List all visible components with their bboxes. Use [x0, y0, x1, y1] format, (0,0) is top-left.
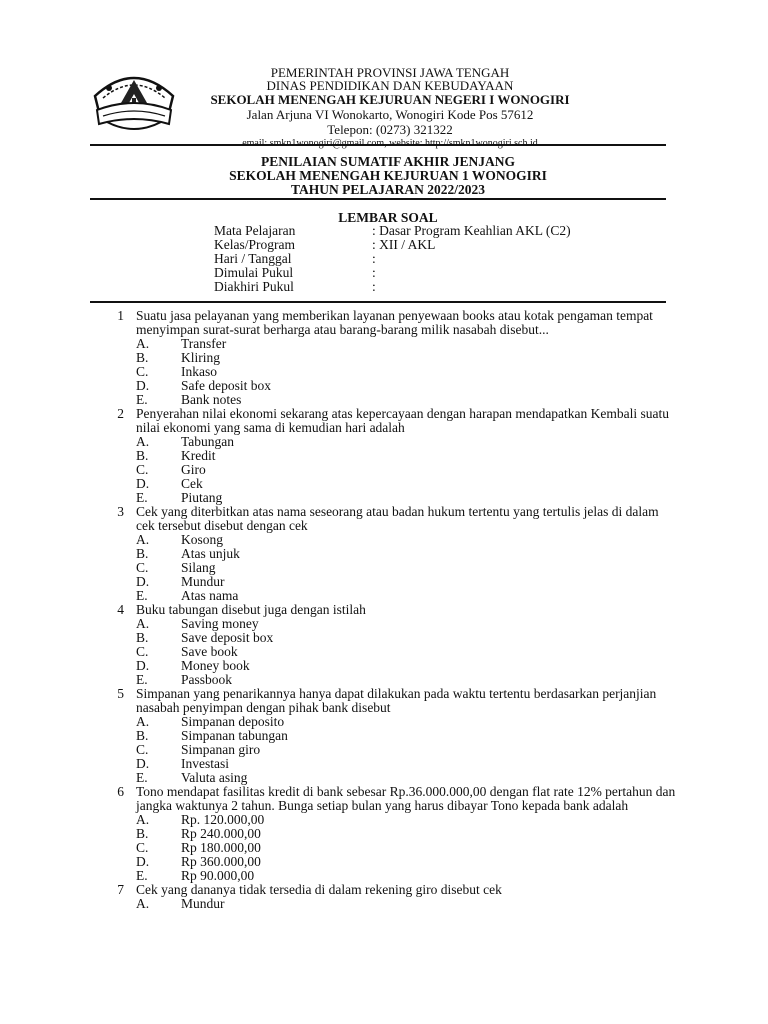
info-divider [90, 301, 666, 303]
answer-option [136, 379, 680, 393]
question-text: Tono mendapat fasilitas kredit di bank sebesar Rp.36.000.000,00 dengan flat rate 12% pertahun dan jangka waktunya 2 tahun. Bunga setiap bulan yang harus dibayar Tono kepada bank adalah [136, 784, 676, 813]
option-text: Inkaso [181, 364, 217, 379]
question-item [100, 603, 680, 687]
option-letter: D. [136, 854, 150, 869]
question-item [100, 407, 680, 505]
info-value: : [372, 251, 376, 266]
answer-option [136, 561, 680, 575]
option-text: Rp. 120.000,00 [181, 812, 265, 827]
answer-option [136, 855, 680, 869]
answer-option [136, 645, 680, 659]
option-letter: C. [136, 840, 149, 855]
option-text: Cek [181, 476, 203, 491]
option-text: Money book [181, 658, 250, 673]
option-letter: B. [136, 350, 149, 365]
answer-option [136, 757, 680, 771]
answer-option [136, 575, 680, 589]
option-text: Bank notes [181, 392, 242, 407]
answer-option [136, 841, 680, 855]
answer-option [136, 827, 680, 841]
answer-option [136, 365, 680, 379]
option-letter: E. [136, 588, 148, 603]
option-letter: C. [136, 742, 149, 757]
option-letter: A. [136, 812, 150, 827]
letterhead-government: PEMERINTAH PROVINSI JAWA TENGAH [270, 65, 510, 80]
option-letter: A. [136, 336, 150, 351]
option-text: Save deposit box [181, 630, 274, 645]
question-text: Suatu jasa pelayanan yang memberikan layanan penyewaan books atau kotak pengaman tempat menyimpan surat-surat berharga atau barang-barang milik nasabah disebut... [136, 308, 653, 337]
option-letter: B. [136, 630, 149, 645]
question-text: Penyerahan nilai ekonomi sekarang atas kepercayaan dengan harapan mendapatkan Kembali suatu nilai ekonomi yang sama di kemudian hari adalah [136, 406, 670, 435]
question-item [100, 505, 680, 603]
option-text: Safe deposit box [181, 378, 271, 393]
option-text: Kliring [181, 350, 220, 365]
option-text: Investasi [181, 756, 229, 771]
info-label: Dimulai Pukul [214, 265, 294, 280]
question-item [100, 687, 680, 785]
info-row [214, 224, 571, 238]
option-letter: E. [136, 672, 148, 687]
option-letter: B. [136, 546, 149, 561]
info-label: Kelas/Program [214, 237, 295, 252]
answer-option [136, 337, 680, 351]
option-letter: D. [136, 756, 150, 771]
info-label: Diakhiri Pukul [214, 279, 294, 294]
info-label: Hari / Tanggal [214, 251, 292, 266]
answer-option [136, 589, 680, 603]
exam-title-3: TAHUN PELAJARAN 2022/2023 [290, 182, 485, 197]
option-text: Passbook [181, 672, 233, 687]
exam-info-table [214, 224, 571, 294]
exam-title-2: SEKOLAH MENENGAH KEJURUAN 1 WONOGIRI [229, 168, 547, 183]
option-letter: D. [136, 378, 150, 393]
option-text: Piutang [181, 490, 223, 505]
option-text: Simpanan deposito [181, 714, 285, 729]
option-letter: E. [136, 770, 148, 785]
info-row [214, 280, 571, 294]
answer-option [136, 715, 680, 729]
answer-option [136, 547, 680, 561]
option-text: Transfer [181, 336, 227, 351]
letterhead-address: Jalan Arjuna VI Wonokarto, Wonogiri Kode Pos 57612 [246, 107, 534, 122]
answer-option [136, 743, 680, 757]
info-value: : Dasar Program Keahlian AKL (C2) [372, 223, 571, 238]
question-number: 2 [117, 406, 124, 421]
option-text: Silang [181, 560, 216, 575]
answer-option [136, 897, 680, 911]
option-text: Atas nama [181, 588, 239, 603]
provincial-emblem-logo [89, 66, 179, 138]
question-text: Buku tabungan disebut juga dengan istilah [136, 602, 366, 617]
option-text: Valuta asing [181, 770, 248, 785]
option-letter: A. [136, 896, 150, 911]
option-text: Kosong [181, 532, 224, 547]
option-text: Saving money [181, 616, 259, 631]
info-row [214, 266, 571, 280]
letterhead-phone: Telepon: (0273) 321322 [327, 122, 453, 137]
option-text: Rp 360.000,00 [181, 854, 261, 869]
option-letter: C. [136, 644, 149, 659]
option-text: Tabungan [181, 434, 235, 449]
question-number: 6 [117, 784, 124, 799]
answer-option [136, 729, 680, 743]
question-item [100, 883, 680, 911]
option-letter: B. [136, 728, 149, 743]
question-text: Cek yang diterbitkan atas nama seseorang atau badan hukum tertentu yang tertulis jelas di dalam cek tersebut disebut dengan cek [136, 504, 659, 533]
option-text: Atas unjuk [181, 546, 240, 561]
answer-option [136, 351, 680, 365]
letterhead-department: DINAS PENDIDIKAN DAN KEBUDAYAAN [266, 78, 514, 93]
option-letter: C. [136, 462, 149, 477]
option-letter: A. [136, 434, 150, 449]
option-letter: A. [136, 714, 150, 729]
option-text: Rp 180.000,00 [181, 840, 261, 855]
option-letter: B. [136, 826, 149, 841]
info-value: : [372, 279, 376, 294]
option-letter: D. [136, 476, 150, 491]
question-number: 7 [117, 882, 124, 897]
answer-option [136, 617, 680, 631]
question-text: Simpanan yang penarikannya hanya dapat dilakukan pada waktu tertentu berdasarkan perjanjian nasabah penyimpan dengan pihak bank disebut [136, 686, 657, 715]
info-label: Mata Pelajaran [214, 223, 296, 238]
option-text: Save book [181, 644, 238, 659]
option-letter: C. [136, 364, 149, 379]
option-letter: A. [136, 532, 150, 547]
header-divider [90, 144, 666, 146]
option-text: Simpanan tabungan [181, 728, 288, 743]
option-letter: E. [136, 868, 148, 883]
answer-option [136, 869, 680, 883]
option-text: Rp 90.000,00 [181, 868, 255, 883]
option-letter: C. [136, 560, 149, 575]
option-letter: E. [136, 490, 148, 505]
answer-option [136, 771, 680, 785]
question-list [100, 309, 680, 911]
option-letter: D. [136, 574, 150, 589]
option-text: Simpanan giro [181, 742, 261, 757]
option-letter: B. [136, 448, 149, 463]
option-text: Giro [181, 462, 206, 477]
info-row [214, 252, 571, 266]
info-value: : XII / AKL [372, 237, 436, 252]
info-row [214, 238, 571, 252]
answer-option [136, 449, 680, 463]
letterhead-school-name: SEKOLAH MENENGAH KEJURUAN NEGERI I WONOGIRI [210, 92, 570, 107]
answer-option [136, 435, 680, 449]
option-text: Mundur [181, 896, 225, 911]
answer-option [136, 491, 680, 505]
answer-option [136, 533, 680, 547]
question-item [100, 785, 680, 883]
question-item [100, 309, 680, 407]
option-letter: A. [136, 616, 150, 631]
answer-option [136, 631, 680, 645]
info-value: : [372, 265, 376, 280]
exam-title-1: PENILAIAN SUMATIF AKHIR JENJANG [261, 154, 515, 169]
option-text: Kredit [181, 448, 216, 463]
answer-option [136, 393, 680, 407]
answer-option [136, 813, 680, 827]
option-letter: D. [136, 658, 150, 673]
question-number: 1 [117, 308, 124, 323]
answer-option [136, 463, 680, 477]
question-number: 5 [117, 686, 124, 701]
exam-title-block [150, 155, 626, 197]
question-text: Cek yang dananya tidak tersedia di dalam rekening giro disebut cek [136, 882, 502, 897]
option-text: Mundur [181, 574, 225, 589]
sheet-title: LEMBAR SOAL [338, 210, 438, 225]
letterhead [190, 66, 590, 150]
question-number: 4 [117, 602, 124, 617]
title-divider [90, 198, 666, 200]
option-letter: E. [136, 392, 148, 407]
answer-option [136, 673, 680, 687]
question-number: 3 [117, 504, 124, 519]
answer-option [136, 477, 680, 491]
answer-option [136, 659, 680, 673]
option-text: Rp 240.000,00 [181, 826, 261, 841]
